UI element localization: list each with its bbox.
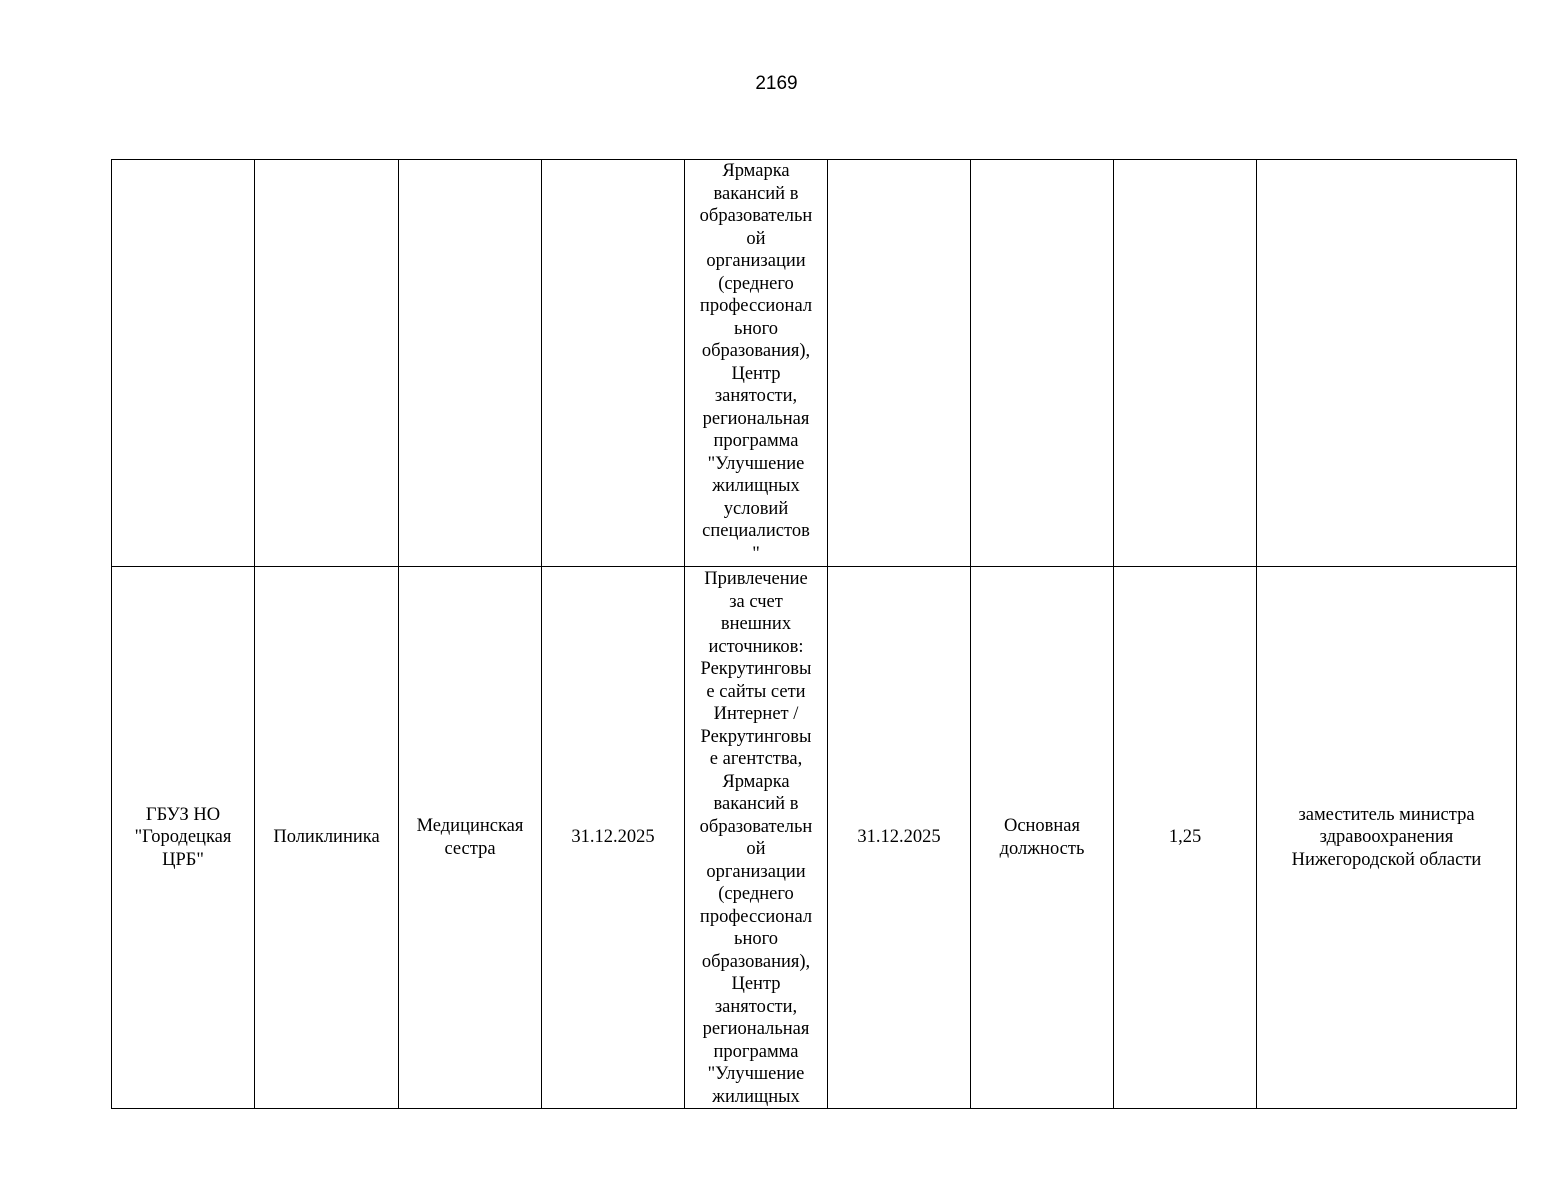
cell-text-line: образования), (701, 951, 811, 972)
cell-text-line: профессионал (699, 906, 813, 927)
cell-job-type: Основная должность (971, 567, 1114, 1109)
cell-text-line: "Улучшение (707, 1064, 805, 1084)
cell-text-line: жилищных (712, 476, 800, 496)
cell-text-line: программа (713, 1041, 799, 1062)
cell-job-type (971, 160, 1114, 567)
cell-text-line: организации (706, 861, 806, 882)
cell-position (399, 160, 542, 567)
cell-organization (112, 160, 255, 567)
cell-text-line: (среднего (718, 884, 794, 904)
cell-text-line: программа (713, 431, 799, 451)
cell-date-1 (542, 160, 685, 567)
cell-date-1: 31.12.2025 (542, 567, 685, 1109)
cell-text-line: организации (706, 251, 806, 271)
cell-date-2 (828, 160, 971, 567)
cell-text-line: Интернет / (713, 704, 799, 724)
cell-text-line: вакансий в (713, 183, 799, 204)
cell-text-line: профессионал (699, 296, 813, 316)
cell-text-line: образования), (701, 341, 811, 361)
cell-sources (685, 567, 828, 1109)
cell-text-line: ьного (734, 318, 778, 339)
cell-text-line: жилищных (712, 1086, 800, 1107)
cell-text-line: Рекрутинговы (700, 726, 812, 747)
cell-text-line: источников: (708, 636, 804, 657)
table-row (112, 567, 1517, 1109)
cell-text-line: региональная (702, 408, 810, 429)
cell-text-line: Рекрутинговы (700, 659, 812, 679)
cell-text-line: образовательн (699, 816, 813, 837)
cell-organization: ГБУЗ НО "Городецкая ЦРБ" (112, 567, 255, 1109)
cell-text-line: за счет (729, 591, 783, 612)
cell-text-line: условий (723, 498, 789, 519)
cell-text-line: ой (746, 228, 766, 249)
cell-text-line: (среднего (718, 273, 794, 294)
cell-text-line: Центр (731, 363, 781, 384)
cell-position: Медицинская сестра (399, 567, 542, 1109)
page-number: 2169 (755, 73, 798, 94)
cell-text-line: Ярмарка (722, 161, 790, 181)
cell-text-line: региональная (702, 1019, 810, 1039)
cell-department (255, 160, 399, 567)
cell-text-line: занятости, (714, 386, 798, 406)
cell-rate (1114, 160, 1257, 567)
cell-text-line: ой (746, 839, 766, 859)
cell-text-line: занятости, (714, 996, 798, 1017)
cell-text-line: Привлечение (704, 569, 808, 589)
cell-text-line: образовательн (699, 206, 813, 226)
table-row-continuation (112, 160, 1517, 567)
cell-date-2: 31.12.2025 (828, 567, 971, 1109)
cell-department: Поликлиника (255, 567, 399, 1109)
cell-responsible: заместитель министра здравоохранения Нижегородской области (1257, 567, 1517, 1109)
cell-sources (685, 160, 828, 567)
cell-text-line: е агентства, (709, 749, 803, 769)
cell-responsible (1257, 160, 1517, 567)
cell-text-line: е сайты сети (706, 681, 806, 702)
cell-text-line: специалистов (702, 521, 810, 541)
cell-text-line: Ярмарка (722, 771, 790, 792)
cell-text-line: внешних (720, 614, 792, 634)
cell-text-line: Центр (731, 974, 781, 994)
cell-text-line: " (752, 543, 760, 564)
cell-text-line: вакансий в (713, 794, 799, 814)
cell-text-line: ьного (734, 929, 778, 949)
document-table (111, 159, 1517, 1109)
cell-rate: 1,25 (1114, 567, 1257, 1109)
cell-text-line: "Улучшение (707, 453, 805, 474)
